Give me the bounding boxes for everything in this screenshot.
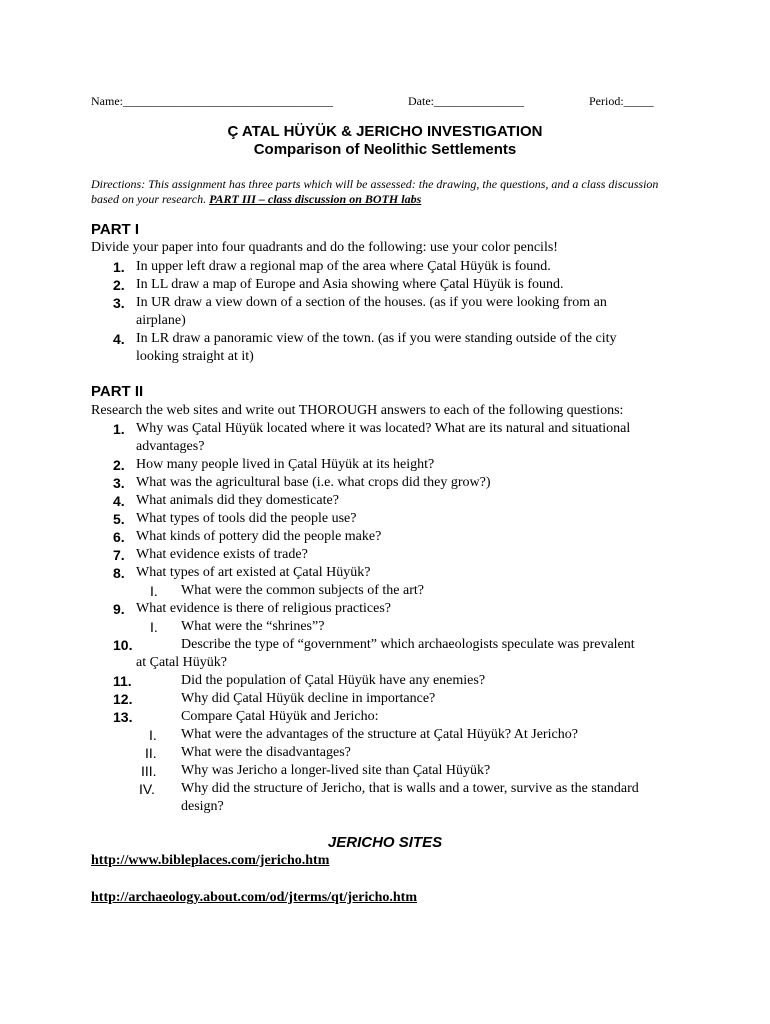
- part1-item-text-cont: airplane): [136, 313, 186, 328]
- jericho-link-archaeology[interactable]: http://archaeology.about.com/od/jterms/qt/jericho.htm: [91, 890, 417, 905]
- part1-item-text-cont: looking straight at it): [136, 349, 254, 364]
- part1-item-number: 2.: [113, 277, 125, 293]
- question-number: 12.: [113, 691, 133, 707]
- question-number: 9.: [113, 601, 125, 617]
- question-text: How many people lived in Çatal Hüyük at its height?: [136, 457, 435, 472]
- subquestion-text: What were the disadvantages?: [181, 745, 351, 760]
- directions-emphasis: PART III – class discussion on BOTH labs: [209, 192, 422, 206]
- subquestion-text: Why did the structure of Jericho, that is walls and a tower, survive as the standard: [181, 781, 639, 796]
- question-text: What kinds of pottery did the people make?: [136, 529, 382, 544]
- question-text: What was the agricultural base (i.e. what crops did they grow?): [136, 475, 491, 490]
- page-subtitle: Comparison of Neolithic Settlements: [253, 141, 517, 158]
- question-text-cont: at Çatal Hüyük?: [136, 655, 227, 670]
- question-text: What evidence is there of religious practices?: [136, 601, 391, 616]
- part1-item-number: 1.: [113, 259, 125, 275]
- question-text: Why was Çatal Hüyük located where it was located? What are its natural and situational: [136, 421, 631, 436]
- question-text: What evidence exists of trade?: [136, 547, 308, 562]
- subquestion-text: What were the common subjects of the art?: [181, 583, 424, 598]
- question-text: What types of tools did the people use?: [136, 511, 357, 526]
- subquestion-number: II.: [145, 745, 157, 761]
- subquestion-number: I.: [150, 619, 158, 635]
- question-text: What animals did they domesticate?: [136, 493, 339, 508]
- question-number: 6.: [113, 529, 125, 545]
- question-number: 13.: [113, 709, 133, 725]
- question-number: 2.: [113, 457, 125, 473]
- part2-intro: Research the web sites and write out THOROUGH answers to each of the following questions:: [91, 403, 624, 418]
- question-number: 8.: [113, 565, 125, 581]
- question-text-cont: advantages?: [136, 439, 205, 454]
- question-number: 7.: [113, 547, 125, 563]
- part1-intro: Divide your paper into four quadrants and do the following: use your color pencils!: [91, 240, 558, 255]
- part1-item-text: In upper left draw a regional map of the area where Çatal Hüyük is found.: [136, 259, 551, 274]
- question-number: 3.: [113, 475, 125, 491]
- question-text: Describe the type of “government” which archaeologists speculate was prevalent: [181, 637, 635, 652]
- question-number: 10.: [113, 637, 133, 653]
- name-field: Name:___________________________________: [91, 94, 333, 108]
- part2-heading: PART II: [91, 383, 144, 400]
- jericho-link-bibleplaces[interactable]: http://www.bibleplaces.com/jericho.htm: [91, 853, 330, 868]
- period-field: Period:_____: [589, 94, 654, 108]
- jericho-sites-heading: JERICHO SITES: [327, 834, 443, 851]
- subquestion-text: What were the “shrines”?: [181, 619, 325, 634]
- subquestion-text: What were the advantages of the structure at Çatal Hüyük? At Jericho?: [181, 727, 578, 742]
- part1-item-text: In UR draw a view down of a section of the houses. (as if you were looking from an: [136, 295, 607, 310]
- subquestion-number: I.: [149, 727, 157, 743]
- question-number: 1.: [113, 421, 125, 437]
- directions-text: Directions: This assignment has three parts which will be assessed: the drawing, the questions, and a class discussion based on your research.: [91, 177, 659, 206]
- page-title: Ç ATAL HÜYÜK & JERICHO INVESTIGATION: [227, 123, 543, 140]
- subquestion-number: I.: [150, 583, 158, 599]
- subquestion-number: IV.: [139, 781, 155, 797]
- question-number: 4.: [113, 493, 125, 509]
- subquestion-text-cont: design?: [181, 799, 224, 814]
- header-row: [0, 94, 770, 110]
- subquestion-text: Why was Jericho a longer-lived site than Çatal Hüyük?: [181, 763, 491, 778]
- part1-item-text: In LL draw a map of Europe and Asia showing where Çatal Hüyük is found.: [136, 277, 564, 292]
- part1-item-number: 4.: [113, 331, 125, 347]
- question-number: 5.: [113, 511, 125, 527]
- question-text: Compare Çatal Hüyük and Jericho:: [181, 709, 379, 724]
- question-text: Why did Çatal Hüyük decline in importance?: [181, 691, 436, 706]
- part1-heading: PART I: [91, 221, 140, 238]
- subquestion-number: III.: [141, 763, 157, 779]
- question-number: 11.: [113, 673, 132, 689]
- part1-item-text: In LR draw a panoramic view of the town. (as if you were standing outside of the city: [136, 331, 617, 346]
- part1-item-number: 3.: [113, 295, 125, 311]
- question-text: What types of art existed at Çatal Hüyük?: [136, 565, 371, 580]
- date-field: Date:_______________: [408, 94, 524, 108]
- question-text: Did the population of Çatal Hüyük have any enemies?: [181, 673, 486, 688]
- directions: [91, 177, 671, 207]
